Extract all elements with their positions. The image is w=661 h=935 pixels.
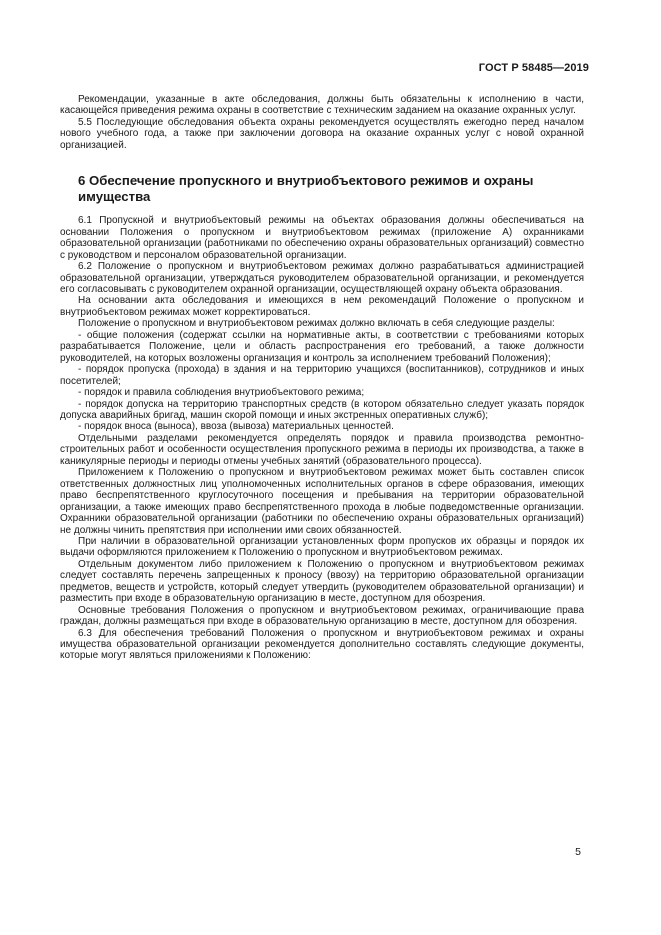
paragraph: Отдельными разделами рекомендуется определять порядок и правила производства ремонтно-строительных работ и особенности осуществления пропускного режима в периоды их производства, а также в каникулярные периоды и периоды отмены учебных занятий (образовательного процесса). [60,432,584,467]
paragraph: На основании акта обследования и имеющихся в нем рекомендаций Положение о пропускном и внутриобъектовом режимах может корректироваться. [60,295,584,318]
document-body [60,94,584,662]
paragraph: Приложением к Положению о пропускном и внутриобъектовом режимах может быть составлен список ответственных должностных лиц уполномоченных исполнительных органов в сфере образования, имеющих право беспрепятственного круглосуточного посещения и пребывания на территории образовательной организации, а также имеющих право беспрепятственного прохода в любые подведомственные организации. Охранники образовательной организации (работники по обеспечению охраны образовательных организаций) не должны чинить препятствия при исполнении ими своих обязанностей. [60,467,584,536]
paragraph: При наличии в образовательной организации установленных форм пропусков их образцы и порядок их выдачи оформляются приложением к Положению о пропускном и внутриобъектовом режимах. [60,535,584,559]
list-item: - общие положения (содержат ссылки на нормативные акты, в соответствии с требованиями которых разрабатывается Положение, цели и область распространения его требований, а также должности руководителей, на которых возложены организация и контроль за исполнением требований Положения); [60,329,584,364]
paragraph: Рекомендации, указанные в акте обследования, должны быть обязательны к исполнению в части, касающейся приведения режима охраны в соответствие с техническим заданием на оказание охранных услуг. [60,94,584,117]
paragraph: 6.1 Пропускной и внутриобъектовый режимы на объектах образования должны обеспечиваться на основании Положения о пропускном и внутриобъектовом режимах (приложение А) охранниками образовательной организации (работниками по обеспечению охраны образовательных организаций) совместно с руководством и персоналом образовательной организации. [60,215,584,261]
list-item: - порядок и правила соблюдения внутриобъектового режима; [78,387,365,399]
section-heading: 6 Обеспечение пропускного и внутриобъектового режимов и охраны имущества [78,173,534,205]
paragraph: Отдельным документом либо приложением к Положению о пропускном и внутриобъектовом режимах следует составлять перечень запрещенных к проносу (ввозу) на территорию образовательной организации предметов, веществ и устройств, который следует утвердить (руководителем образовательной организации) и разместить при входе в образовательную организацию в месте, доступном для обозрения. [60,558,584,605]
list-item: - порядок допуска на территорию транспортных средств (в котором обязательно следует указать порядок допуска аварийных бригад, машин скорой помощи и иных экстренных оперативных служб); [60,398,584,421]
paragraph: Положение о пропускном и внутриобъектовом режимах должно включать в себя следующие разделы: [78,318,555,330]
paragraph: 6.3 Для обеспечения требований Положения о пропускном и внутриобъектовом режимах и охраны имущества образовательной организации рекомендуется дополнительно составлять следующие документы, которые могут являться приложениями к Положению: [60,627,584,662]
paragraph: 5.5 Последующие обследования объекта охраны рекомендуется осуществлять ежегодно перед началом нового учебного года, а также при заключении договора на оказание охранных услуг с новой охранной организацией. [60,116,584,151]
document-id: ГОСТ Р 58485—2019 [478,62,589,74]
list-item: - порядок пропуска (прохода) в здания и на территорию учащихся (воспитанников), сотрудников и иных посетителей; [60,364,584,387]
list-item: - порядок вноса (выноса), ввоза (вывоза) материальных ценностей. [78,421,394,433]
paragraph: 6.2 Положение о пропускном и внутриобъектовом режимах должно разрабатываться администрацией образовательной организации, утверждаться руководителем образовательной организации, и рекомендуется его согласовывать с руководителем охранной организации, осуществляющей охрану объекта образования. [60,261,584,295]
paragraph: Основные требования Положения о пропускном и внутриобъектовом режимах, ограничивающие права граждан, должны размещаться при входе в образовательную организацию в месте, доступном для обозрения. [60,604,584,628]
page-number: 5 [575,846,581,858]
